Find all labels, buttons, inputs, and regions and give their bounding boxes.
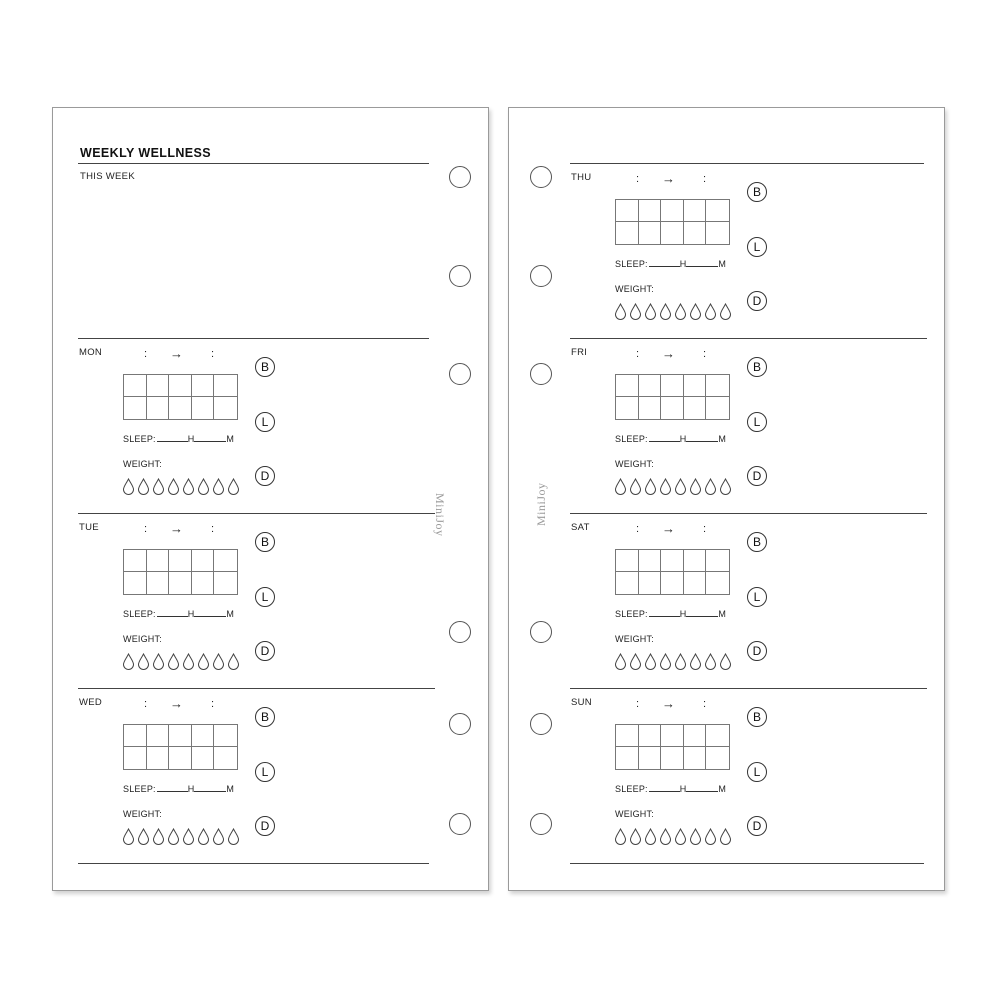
water-drop-icon[interactable]	[227, 478, 240, 495]
arrow-right-icon: →	[662, 696, 675, 711]
grid-cell[interactable]	[684, 222, 707, 244]
grid-cell[interactable]	[616, 572, 639, 594]
water-drop-icon[interactable]	[614, 478, 627, 495]
day-section	[78, 338, 435, 513]
binder-hole	[530, 813, 552, 835]
grid-cell[interactable]	[706, 222, 729, 244]
water-drop-icon[interactable]	[644, 828, 657, 845]
grid-cell[interactable]	[214, 572, 237, 594]
grid-cell[interactable]	[124, 725, 147, 747]
grid-cell[interactable]	[639, 200, 662, 222]
day-label: FRI	[571, 347, 588, 358]
water-drop-icon[interactable]	[674, 303, 687, 320]
grid-cell[interactable]	[214, 725, 237, 747]
time-colon: :	[703, 348, 707, 360]
sleep-minutes-blank[interactable]	[686, 266, 718, 267]
water-drop-icon[interactable]	[689, 303, 702, 320]
dinner-circle[interactable]: D	[255, 466, 275, 486]
water-drop-icon[interactable]	[212, 478, 225, 495]
minutes-unit: M	[718, 434, 727, 444]
day-section	[570, 338, 927, 513]
arrow-right-icon: →	[170, 346, 183, 361]
water-drop-icon[interactable]	[659, 653, 672, 670]
water-drop-icon[interactable]	[614, 653, 627, 670]
sleep-hours-blank[interactable]	[649, 441, 680, 442]
grid-cell[interactable]	[639, 222, 662, 244]
grid-cell[interactable]	[616, 550, 639, 572]
grid-cell[interactable]	[684, 747, 707, 769]
lunch-circle[interactable]: L	[747, 587, 767, 607]
water-intake-tracker	[122, 653, 240, 670]
grid-cell[interactable]	[639, 375, 662, 397]
water-drop-icon[interactable]	[704, 303, 717, 320]
grid-cell[interactable]	[147, 725, 170, 747]
dinner-circle[interactable]: D	[255, 641, 275, 661]
breakfast-circle[interactable]: B	[747, 182, 767, 202]
sleep-hours-blank[interactable]	[157, 441, 188, 442]
sleep-hours-blank[interactable]	[649, 791, 680, 792]
water-drop-icon[interactable]	[122, 653, 135, 670]
water-drop-icon[interactable]	[197, 828, 210, 845]
arrow-right-icon: →	[662, 171, 675, 186]
water-drop-icon[interactable]	[197, 478, 210, 495]
grid-cell[interactable]	[169, 375, 192, 397]
divider	[78, 513, 435, 514]
grid-cell[interactable]	[661, 725, 684, 747]
time-colon: :	[636, 523, 640, 535]
sleep-minutes-blank[interactable]	[686, 441, 718, 442]
grid-cell[interactable]	[706, 550, 729, 572]
sleep-field[interactable]	[615, 434, 726, 444]
water-drop-icon[interactable]	[659, 303, 672, 320]
grid-cell[interactable]	[684, 200, 707, 222]
time-colon: :	[636, 698, 640, 710]
grid-cell[interactable]	[192, 747, 215, 769]
grid-cell[interactable]	[147, 397, 170, 419]
time-colon: :	[144, 523, 148, 535]
water-intake-tracker	[614, 478, 732, 495]
tracker-grid[interactable]	[615, 549, 730, 595]
grid-cell[interactable]	[706, 725, 729, 747]
grid-cell[interactable]	[706, 572, 729, 594]
water-drop-icon[interactable]	[704, 828, 717, 845]
day-label: MON	[79, 347, 103, 358]
sleep-label: SLEEP:	[615, 259, 648, 269]
arrow-right-icon: →	[662, 521, 675, 536]
water-drop-icon[interactable]	[659, 828, 672, 845]
hours-unit: H	[679, 784, 687, 794]
hours-unit: H	[679, 609, 687, 619]
lunch-circle[interactable]: L	[747, 412, 767, 432]
grid-cell[interactable]	[639, 725, 662, 747]
grid-cell[interactable]	[192, 375, 215, 397]
grid-cell[interactable]	[214, 397, 237, 419]
grid-cell[interactable]	[169, 572, 192, 594]
water-drop-icon[interactable]	[197, 653, 210, 670]
planner-page-left	[52, 107, 489, 891]
grid-cell[interactable]	[661, 200, 684, 222]
grid-cell[interactable]	[661, 550, 684, 572]
divider	[570, 863, 924, 864]
water-drop-icon[interactable]	[689, 828, 702, 845]
day-section	[570, 688, 927, 863]
tracker-grid[interactable]	[615, 724, 730, 770]
sleep-field[interactable]	[123, 609, 234, 619]
time-range[interactable]	[144, 523, 244, 537]
grid-cell[interactable]	[661, 397, 684, 419]
breakfast-circle[interactable]: B	[747, 357, 767, 377]
grid-cell[interactable]	[124, 375, 147, 397]
grid-cell[interactable]	[616, 200, 639, 222]
divider	[78, 688, 435, 689]
time-colon: :	[703, 173, 707, 185]
tracker-grid[interactable]	[123, 549, 238, 595]
arrow-right-icon: →	[662, 346, 675, 361]
water-drop-icon[interactable]	[167, 653, 180, 670]
water-drop-icon[interactable]	[122, 828, 135, 845]
grid-cell[interactable]	[124, 397, 147, 419]
grid-cell[interactable]	[684, 725, 707, 747]
day-label: WED	[79, 697, 103, 708]
dinner-circle[interactable]: D	[747, 816, 767, 836]
sleep-minutes-blank[interactable]	[194, 441, 226, 442]
grid-cell[interactable]	[661, 572, 684, 594]
sleep-label: SLEEP:	[123, 434, 156, 444]
water-drop-icon[interactable]	[227, 653, 240, 670]
divider	[570, 688, 927, 689]
sleep-label: SLEEP:	[615, 609, 648, 619]
tracker-grid[interactable]	[123, 374, 238, 420]
grid-cell[interactable]	[192, 725, 215, 747]
binder-hole	[449, 166, 471, 188]
hours-unit: H	[679, 259, 687, 269]
tracker-grid[interactable]	[123, 724, 238, 770]
sleep-field[interactable]	[615, 259, 726, 269]
time-range[interactable]	[636, 698, 736, 712]
grid-cell[interactable]	[192, 572, 215, 594]
grid-cell[interactable]	[639, 572, 662, 594]
water-drop-icon[interactable]	[704, 653, 717, 670]
grid-cell[interactable]	[706, 747, 729, 769]
tracker-grid[interactable]	[615, 199, 730, 245]
water-intake-tracker	[122, 478, 240, 495]
dinner-circle[interactable]: D	[747, 641, 767, 661]
minutes-unit: M	[226, 434, 235, 444]
sleep-label: SLEEP:	[123, 784, 156, 794]
day-label: TUE	[79, 522, 99, 533]
grid-cell[interactable]	[616, 375, 639, 397]
water-drop-icon[interactable]	[629, 828, 642, 845]
grid-cell[interactable]	[684, 550, 707, 572]
grid-cell[interactable]	[684, 375, 707, 397]
grid-cell[interactable]	[616, 747, 639, 769]
time-colon: :	[703, 698, 707, 710]
water-drop-icon[interactable]	[719, 478, 732, 495]
binder-hole	[449, 713, 471, 735]
water-intake-tracker	[614, 828, 732, 845]
minutes-unit: M	[226, 609, 235, 619]
water-drop-icon[interactable]	[167, 478, 180, 495]
sleep-hours-blank[interactable]	[649, 266, 680, 267]
hours-unit: H	[187, 784, 195, 794]
hours-unit: H	[187, 434, 195, 444]
water-drop-icon[interactable]	[629, 303, 642, 320]
binder-hole	[449, 363, 471, 385]
grid-cell[interactable]	[169, 747, 192, 769]
day-label: THU	[571, 172, 592, 183]
time-colon: :	[636, 173, 640, 185]
sleep-minutes-blank[interactable]	[194, 616, 226, 617]
grid-cell[interactable]	[192, 397, 215, 419]
brand-watermark: MiniJoy	[534, 482, 548, 526]
grid-cell[interactable]	[661, 222, 684, 244]
grid-cell[interactable]	[124, 572, 147, 594]
day-label: SUN	[571, 697, 592, 708]
binder-hole	[530, 265, 552, 287]
lunch-circle[interactable]: L	[255, 412, 275, 432]
grid-cell[interactable]	[616, 725, 639, 747]
time-colon: :	[144, 348, 148, 360]
binder-hole	[449, 813, 471, 835]
grid-cell[interactable]	[169, 397, 192, 419]
water-drop-icon[interactable]	[227, 828, 240, 845]
water-drop-icon[interactable]	[644, 653, 657, 670]
dinner-circle[interactable]: D	[747, 466, 767, 486]
grid-cell[interactable]	[684, 397, 707, 419]
binder-hole	[530, 363, 552, 385]
weight-label: WEIGHT:	[123, 459, 162, 469]
grid-cell[interactable]	[661, 375, 684, 397]
lunch-circle[interactable]: L	[255, 762, 275, 782]
grid-cell[interactable]	[124, 550, 147, 572]
grid-cell[interactable]	[639, 747, 662, 769]
water-drop-icon[interactable]	[704, 478, 717, 495]
lunch-circle[interactable]: L	[747, 762, 767, 782]
this-week-label: THIS WEEK	[80, 171, 135, 182]
sleep-hours-blank[interactable]	[157, 616, 188, 617]
divider	[78, 163, 429, 164]
water-intake-tracker	[614, 653, 732, 670]
grid-cell[interactable]	[169, 550, 192, 572]
day-label: SAT	[571, 522, 590, 533]
dinner-circle[interactable]: D	[255, 816, 275, 836]
sleep-minutes-blank[interactable]	[686, 791, 718, 792]
time-range[interactable]	[636, 173, 736, 187]
time-range[interactable]	[144, 698, 244, 712]
water-drop-icon[interactable]	[152, 828, 165, 845]
page-title: WEEKLY WELLNESS	[80, 146, 212, 160]
time-colon: :	[144, 698, 148, 710]
sleep-hours-blank[interactable]	[157, 791, 188, 792]
time-colon: :	[211, 348, 215, 360]
breakfast-circle[interactable]: B	[255, 532, 275, 552]
water-drop-icon[interactable]	[629, 478, 642, 495]
water-drop-icon[interactable]	[719, 828, 732, 845]
water-intake-tracker	[122, 828, 240, 845]
divider	[570, 338, 927, 339]
breakfast-circle[interactable]: B	[255, 357, 275, 377]
water-drop-icon[interactable]	[644, 303, 657, 320]
time-colon: :	[211, 523, 215, 535]
weight-label: WEIGHT:	[615, 284, 654, 294]
time-range[interactable]	[144, 348, 244, 362]
day-section	[570, 163, 927, 338]
grid-cell[interactable]	[661, 747, 684, 769]
water-drop-icon[interactable]	[719, 653, 732, 670]
divider	[78, 863, 429, 864]
day-section	[78, 688, 435, 863]
brand-watermark: MiniJoy	[433, 493, 447, 537]
weight-label: WEIGHT:	[123, 809, 162, 819]
dinner-circle[interactable]: D	[747, 291, 767, 311]
binder-hole	[530, 166, 552, 188]
sleep-minutes-blank[interactable]	[686, 616, 718, 617]
hours-unit: H	[679, 434, 687, 444]
lunch-circle[interactable]: L	[255, 587, 275, 607]
planner-page-right	[508, 107, 945, 891]
grid-cell[interactable]	[214, 747, 237, 769]
water-intake-tracker	[614, 303, 732, 320]
binder-hole	[530, 621, 552, 643]
water-drop-icon[interactable]	[674, 828, 687, 845]
water-drop-icon[interactable]	[182, 478, 195, 495]
grid-cell[interactable]	[706, 397, 729, 419]
breakfast-circle[interactable]: B	[255, 707, 275, 727]
lunch-circle[interactable]: L	[747, 237, 767, 257]
water-drop-icon[interactable]	[212, 828, 225, 845]
water-drop-icon[interactable]	[659, 478, 672, 495]
sleep-hours-blank[interactable]	[649, 616, 680, 617]
grid-cell[interactable]	[706, 200, 729, 222]
water-drop-icon[interactable]	[614, 828, 627, 845]
water-drop-icon[interactable]	[137, 478, 150, 495]
water-drop-icon[interactable]	[137, 653, 150, 670]
binder-hole	[530, 713, 552, 735]
grid-cell[interactable]	[616, 397, 639, 419]
water-drop-icon[interactable]	[689, 478, 702, 495]
minutes-unit: M	[226, 784, 235, 794]
time-colon: :	[636, 348, 640, 360]
time-colon: :	[703, 523, 707, 535]
grid-cell[interactable]	[192, 550, 215, 572]
breakfast-circle[interactable]: B	[747, 532, 767, 552]
sleep-field[interactable]	[615, 609, 726, 619]
hours-unit: H	[187, 609, 195, 619]
binder-hole	[449, 265, 471, 287]
grid-cell[interactable]	[214, 550, 237, 572]
sleep-field[interactable]	[123, 434, 234, 444]
sleep-label: SLEEP:	[123, 609, 156, 619]
water-drop-icon[interactable]	[674, 478, 687, 495]
grid-cell[interactable]	[147, 550, 170, 572]
weight-label: WEIGHT:	[615, 809, 654, 819]
grid-cell[interactable]	[639, 550, 662, 572]
sleep-field[interactable]	[615, 784, 726, 794]
weight-label: WEIGHT:	[615, 459, 654, 469]
day-section	[78, 513, 435, 688]
day-section	[570, 513, 927, 688]
time-colon: :	[211, 698, 215, 710]
weight-label: WEIGHT:	[615, 634, 654, 644]
weight-label: WEIGHT:	[123, 634, 162, 644]
grid-cell[interactable]	[616, 222, 639, 244]
grid-cell[interactable]	[706, 375, 729, 397]
tracker-grid[interactable]	[615, 374, 730, 420]
water-drop-icon[interactable]	[182, 653, 195, 670]
time-range[interactable]	[636, 523, 736, 537]
sleep-minutes-blank[interactable]	[194, 791, 226, 792]
water-drop-icon[interactable]	[689, 653, 702, 670]
minutes-unit: M	[718, 259, 727, 269]
sleep-label: SLEEP:	[615, 784, 648, 794]
water-drop-icon[interactable]	[137, 828, 150, 845]
grid-cell[interactable]	[214, 375, 237, 397]
binder-hole	[449, 621, 471, 643]
water-drop-icon[interactable]	[152, 653, 165, 670]
water-drop-icon[interactable]	[167, 828, 180, 845]
water-drop-icon[interactable]	[152, 478, 165, 495]
grid-cell[interactable]	[124, 747, 147, 769]
time-range[interactable]	[636, 348, 736, 362]
breakfast-circle[interactable]: B	[747, 707, 767, 727]
water-drop-icon[interactable]	[212, 653, 225, 670]
grid-cell[interactable]	[147, 375, 170, 397]
divider	[570, 513, 927, 514]
water-drop-icon[interactable]	[644, 478, 657, 495]
water-drop-icon[interactable]	[122, 478, 135, 495]
water-drop-icon[interactable]	[674, 653, 687, 670]
arrow-right-icon: →	[170, 696, 183, 711]
grid-cell[interactable]	[147, 572, 170, 594]
water-drop-icon[interactable]	[629, 653, 642, 670]
minutes-unit: M	[718, 609, 727, 619]
grid-cell[interactable]	[639, 397, 662, 419]
sleep-label: SLEEP:	[615, 434, 648, 444]
grid-cell[interactable]	[684, 572, 707, 594]
water-drop-icon[interactable]	[614, 303, 627, 320]
sleep-field[interactable]	[123, 784, 234, 794]
minutes-unit: M	[718, 784, 727, 794]
grid-cell[interactable]	[147, 747, 170, 769]
water-drop-icon[interactable]	[182, 828, 195, 845]
grid-cell[interactable]	[169, 725, 192, 747]
arrow-right-icon: →	[170, 521, 183, 536]
water-drop-icon[interactable]	[719, 303, 732, 320]
